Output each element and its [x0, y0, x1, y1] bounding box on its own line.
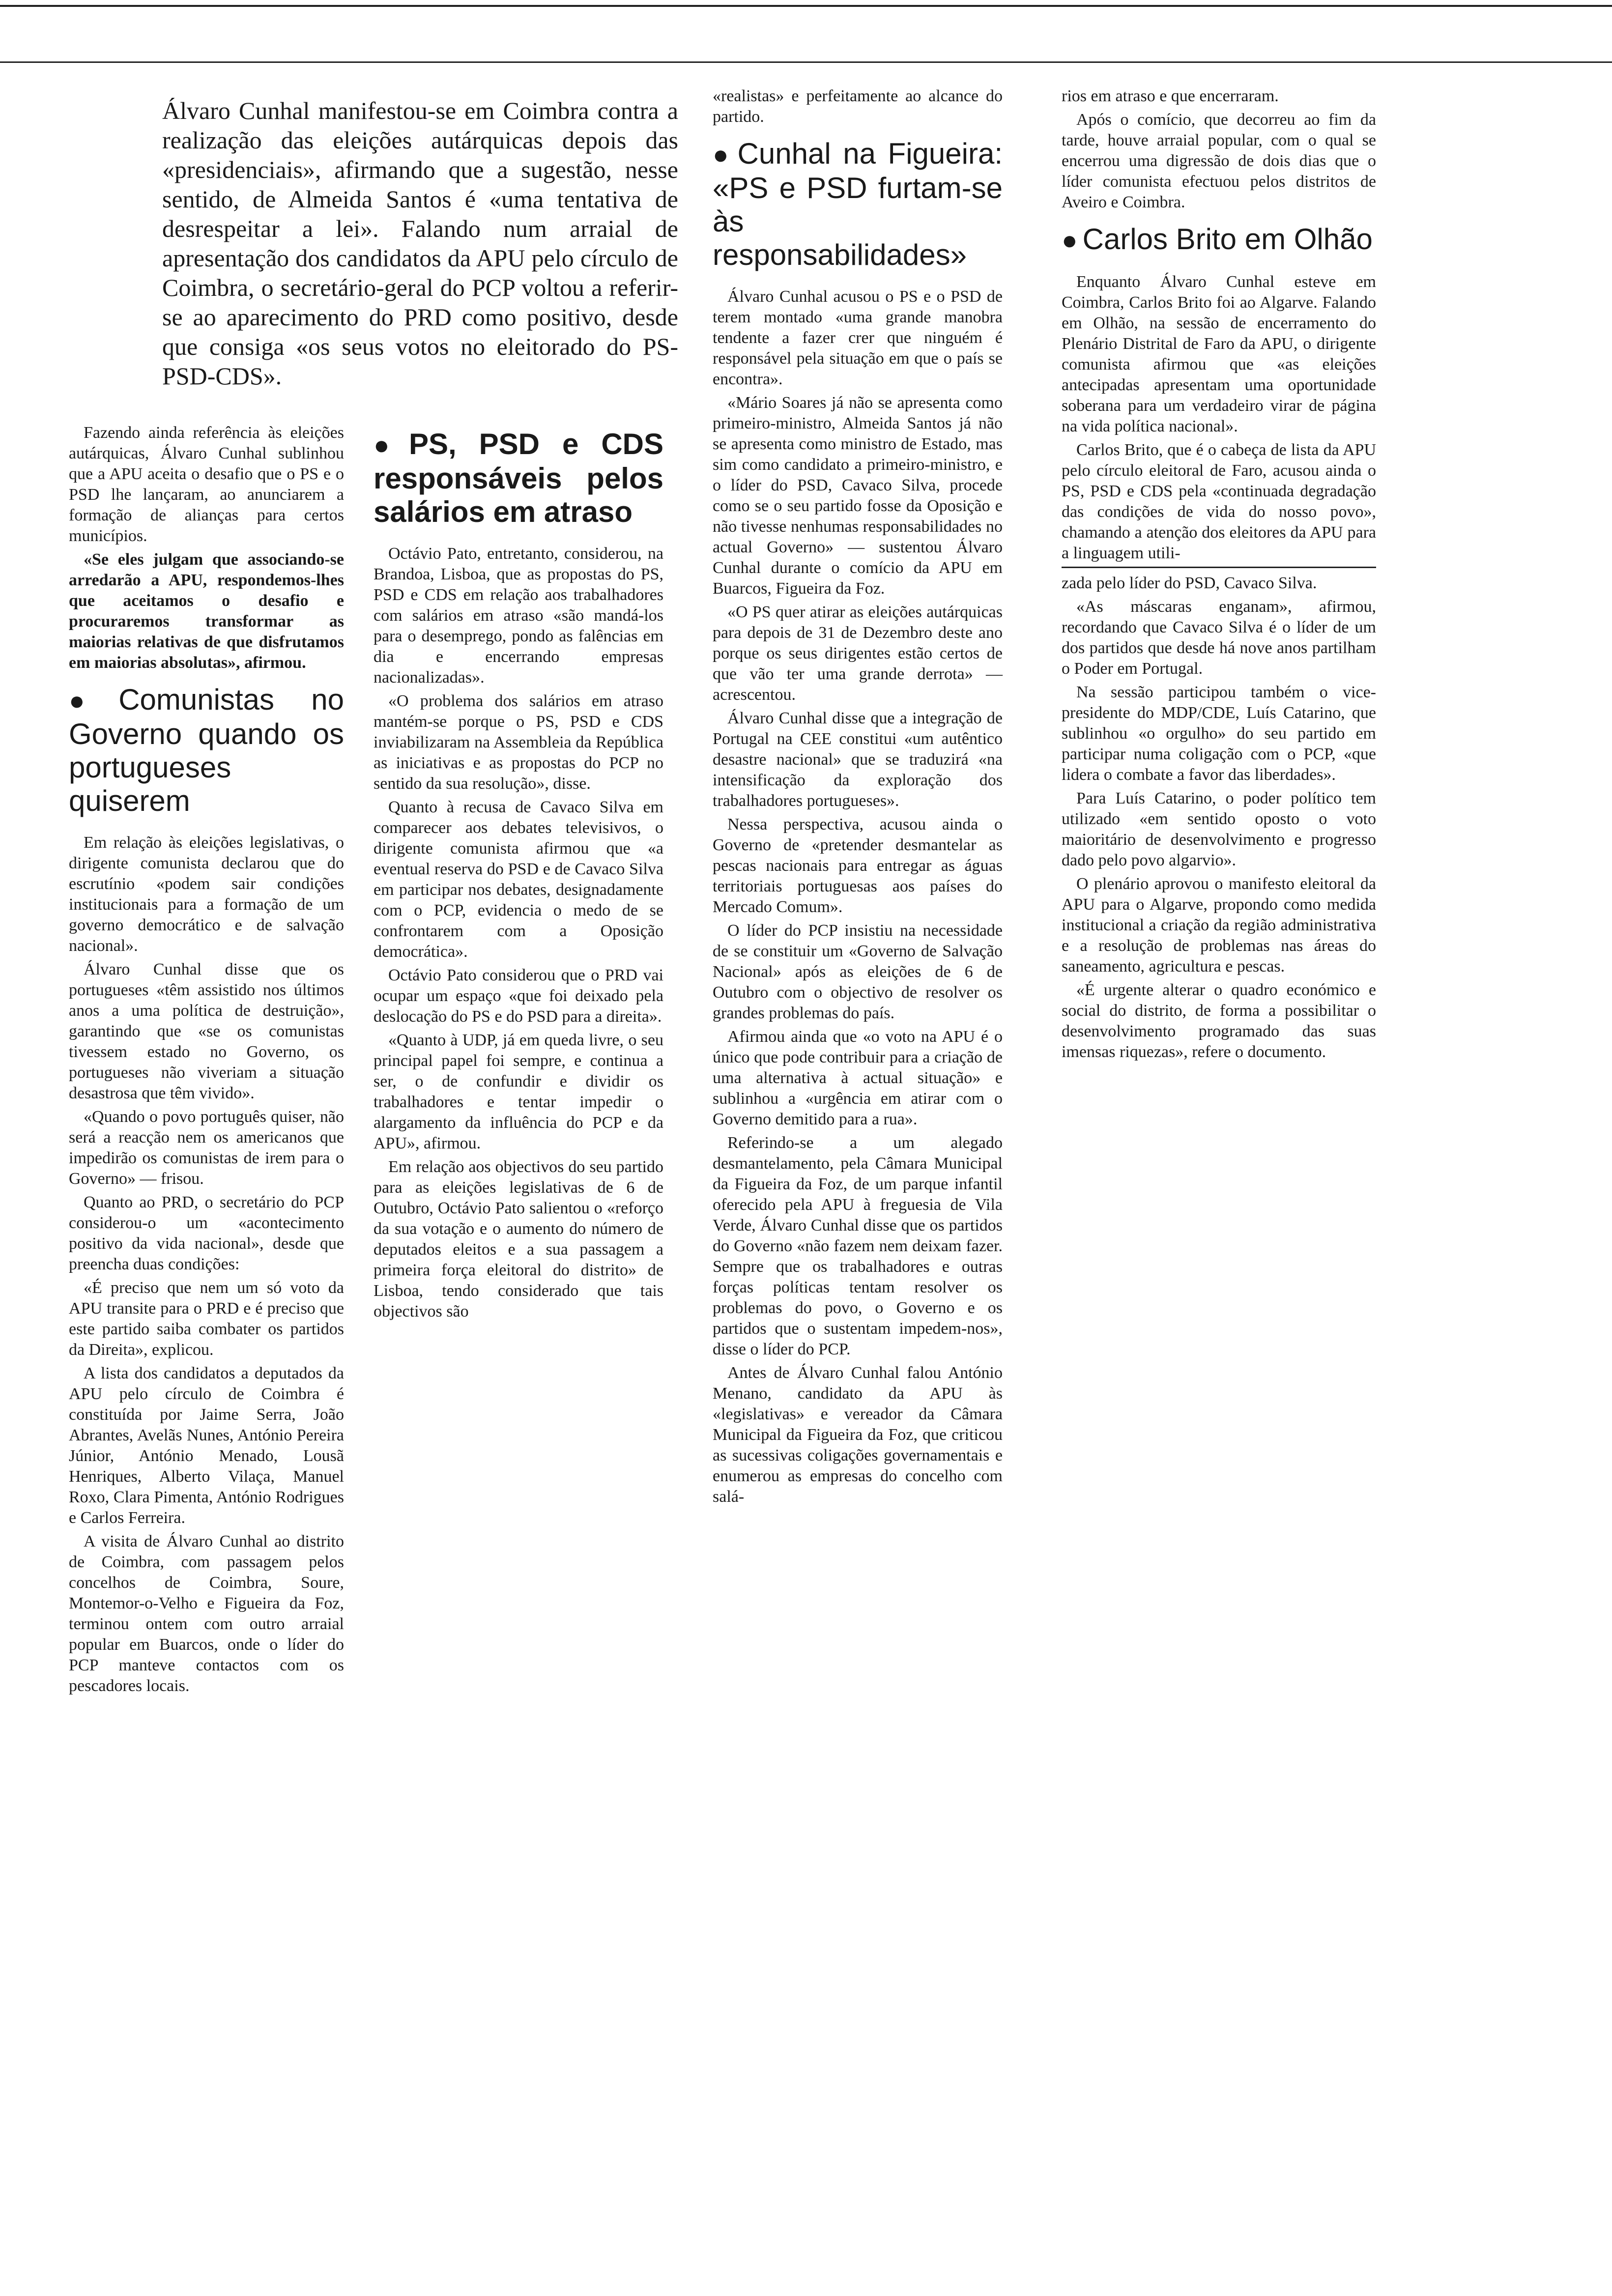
header-rule: [0, 61, 1612, 63]
paragraph: «realistas» e perfeitamente ao alcance do partido.: [713, 87, 1003, 126]
paragraph: «É urgente alterar o quadro económico e social do distrito, de forma a possibilitar o desenvolvimento programado das suas imensas riquezas», refere o documento.: [1062, 981, 1376, 1061]
column-1: [69, 423, 344, 1699]
paragraph: Enquanto Álvaro Cunhal esteve em Coimbra, Carlos Brito foi ao Algarve. Falando em Olhão, na sessão de encerramento do Plenário Distrital de Faro da APU, o dirigente comunista afirmou que «as eleições antecipadas apresentam uma oportunidade soberana para um verdadeiro virar de página na vida política nacional».: [1062, 273, 1376, 435]
paragraph: Octávio Pato, entretanto, considerou, na Brandoa, Lisboa, que as propostas do PS, PSD e CDS em relação aos trabalhadores com salários em atraso «são mandá-los para o desemprego, pondo as falências em dia e encerrando empresas nacionalizadas».: [374, 545, 663, 687]
paragraph: «O problema dos salários em atraso mantém-se porque o PS, PSD e CDS inviabilizaram na Assembleia da República as iniciativas e as propostas do PCP no sentido da sua resolução», disse.: [374, 692, 663, 793]
column-3: [713, 86, 1003, 1510]
paragraph: «É preciso que nem um só voto da APU transite para o PRD e é preciso que este partido saiba combater os partidos da Direita», explicou.: [69, 1279, 344, 1359]
paragraph: Quanto ao PRD, o secretário do PCP considerou-o um «acontecimento positivo da vida nacional», desde que preencha duas condições:: [69, 1193, 344, 1273]
paragraph: Álvaro Cunhal disse que a integração de Portugal na CEE constitui «um autêntico desastre nacional» que se traduzirá «na intensificação da exploração dos trabalhadores portugueses».: [713, 709, 1003, 810]
paragraph: «Quanto à UDP, já em queda livre, o seu principal papel foi sempre, e continua a ser, o de confundir e dividir os trabalhadores e tentar impedir o alargamento da influência do PCP e da APU», afirmou.: [374, 1031, 663, 1152]
paragraph: O plenário aprovou o manifesto eleitoral da APU para o Algarve, propondo como medida institucional a criação da região administrativa e a resolução de problemas nas áreas do saneamento, agricultura e pescas.: [1062, 875, 1376, 976]
bullet-icon: ●: [1062, 226, 1078, 255]
section-heading: ● Comunistas no Governo quando os portugueses quiserem: [69, 683, 344, 817]
paragraph: «O PS quer atirar as eleições autárquicas para depois de 31 de Dezembro deste ano porque os seus dirigentes estão certos de que vão ter uma grande derrota» — acrescentou.: [713, 603, 1003, 704]
paragraph: A visita de Álvaro Cunhal ao distrito de Coimbra, com passagem pelos concelhos de Coimbra, Soure, Montemor-o-Velho e Figueira da Foz, terminou ontem com outro arraial popular em Buarcos, onde o líder do PCP manteve contactos com os pescadores locais.: [69, 1532, 344, 1695]
paragraph: Em relação às eleições legislativas, o dirigente comunista declarou que do escrutínio «podem sair condições institucionais para a formação de um governo democrático e de salvação nacional».: [69, 833, 344, 955]
paragraph: Para Luís Catarino, o poder político tem utilizado «em sentido oposto o voto maioritário de desenvolvimento e progresso dado pelo povo algarvio».: [1062, 789, 1376, 869]
section-heading: ● PS, PSD e CDS responsáveis pelos salários em atraso: [374, 428, 663, 528]
paragraph: Quanto à recusa de Cavaco Silva em comparecer aos debates televisivos, o dirigente comunista afirmou que «a eventual reserva do PSD e de Cavaco Silva em participar nos debates, designadamente com o PCP, evidencia o medo de se confrontarem com a Oposição democrática».: [374, 798, 663, 961]
paragraph: zada pelo líder do PSD, Cavaco Silva.: [1062, 574, 1317, 592]
paragraph: A lista dos candidatos a deputados da APU pelo círculo de Coimbra é constituída por Jaime Serra, João Abrantes, Avelãs Nunes, António Pereira Júnior, António Menado, Lousã Henriques, Alberto Vilaça, Manuel Roxo, Clara Pimenta, António Rodrigues e Carlos Ferreira.: [69, 1364, 344, 1527]
paragraph: O líder do PCP insistiu na necessidade de se constituir um «Governo de Salvação Nacional» após as eleições de 6 de Outubro com o objectivo de resolver os grandes problemas do país.: [713, 921, 1003, 1022]
paragraph: Em relação aos objectivos do seu partido para as eleições legislativas de 6 de Outubro, Octávio Pato salientou o «reforço da sua votação e o aumento do número de deputados eleitos e a sua passagem a primeira força eleitoral do distrito» de Lisboa, tendo considerado que tais objectivos são: [374, 1158, 663, 1320]
paragraph: Álvaro Cunhal acusou o PS e o PSD de terem montado «uma grande manobra tendente a fazer crer que ninguém é responsável pela situação em que o país se encontra».: [713, 287, 1003, 388]
paragraph: Octávio Pato considerou que o PRD vai ocupar um espaço «que foi deixado pela deslocação do PS e do PSD para a direita».: [374, 966, 663, 1026]
section-heading: ● Cunhal na Figueira: «PS e PSD furtam-se às responsabilidades»: [713, 137, 1003, 271]
paragraph: Fazendo ainda referência às eleições autárquicas, Álvaro Cunhal sublinhou que a APU aceita o desafio que o PS e o PSD lhe lançaram, ao anunciarem a formação de alianças para certos municípios.: [69, 424, 344, 545]
paragraph: rios em atraso e que encerraram.: [1062, 87, 1279, 105]
paragraph: Referindo-se a um alegado desmantelamento, pela Câmara Municipal da Figueira da Foz, de um parque infantil oferecido pela APU à freguesia de Vila Verde, Álvaro Cunhal disse que os partidos do Governo «não fazem nem deixam fazer. Sempre que os trabalhadores e outras forças políticas tentam resolver os problemas do povo, o Governo e os partidos que o sustentam impedem-nos», disse o líder do PCP.: [713, 1134, 1003, 1358]
paragraph: Antes de Álvaro Cunhal falou António Menano, candidato da APU às «legislativas» e vereador da Câmara Municipal da Figueira da Foz, que criticou as sucessivas coligações governamentais e enumerou as empresas do concelho com salá-: [713, 1364, 1003, 1506]
paragraph: Após o comício, que decorreu ao fim da tarde, houve arraial popular, com o qual se encerrou uma digressão de dois dias que o líder comunista efectuou pelos distritos de Aveiro e Coimbra.: [1062, 111, 1376, 211]
paragraph: Afirmou ainda que «o voto na APU é o único que pode contribuir para a criação de uma alternativa à actual situação» e sublinhou a «urgência em atirar com o Governo demitido para a rua».: [713, 1028, 1003, 1128]
bullet-icon: ●: [713, 140, 733, 170]
paragraph: Na sessão participou também o vice-presidente do MDP/CDE, Luís Catarino, que sublinhou «o orgulho» do seu partido em participar numa coligação com o PCP, «que lidera o combate a favor das liberdades».: [1062, 683, 1376, 784]
paragraph: Álvaro Cunhal disse que os portugueses «têm assistido nos últimos anos a uma política de destruição», garantindo que «se os comunistas tivessem estado no Governo, os portugueses não viveriam a situação desastrosa que têm vivido».: [69, 960, 344, 1102]
bullet-icon: ●: [69, 686, 114, 716]
paragraph: Nessa perspectiva, acusou ainda o Governo de «pretender desmantelar as pescas nacionais para entregar as águas territoriais portuguesas aos países do Mercado Comum».: [713, 815, 1003, 916]
column-2: [374, 428, 663, 1325]
column-4: [1062, 86, 1376, 1065]
top-rule: [0, 5, 1612, 7]
paragraph: «Quando o povo português quiser, não será a reacção nem os americanos que impedirão os comunistas de irem para o Governo» — frisou.: [69, 1108, 344, 1188]
paragraph: «As máscaras enganam», afirmou, recordando que Cavaco Silva é o líder de um dos partidos que desde há nove anos partilham o Poder em Portugal.: [1062, 598, 1376, 678]
column-divider: [1062, 567, 1376, 568]
paragraph: «Mário Soares já não se apresenta como primeiro-ministro, Almeida Santos já não se apresenta como ministro de Estado, mas sim como candidato a primeiro-ministro, e o líder do PSD, Cavaco Silva, procede como se o seu partido fosse da Oposição e não tivesse nenhumas responsabilidades no actual Governo» — sustentou Álvaro Cunhal durante o comício da APU em Buarcos, Figueira da Foz.: [713, 394, 1003, 598]
lead-paragraph: Álvaro Cunhal manifestou-se em Coimbra contra a realização das eleições autárquicas depois das «presidenciais», afirmando que a sugestão, nesse sentido, de Almeida Santos é «uma tentativa de desrespeitar a lei». Falando num arraial de apresentação dos candidatos da APU pelo círculo de Coimbra, o secretário-geral do PCP voltou a referir-se ao aparecimento do PRD como positivo, desde que consiga «os seus votos no eleitorado do PS-PSD-CDS».: [162, 97, 678, 390]
paragraph: Carlos Brito, que é o cabeça de lista da APU pelo círculo eleitoral de Faro, acusou ainda o PS, PSD e CDS pela «continuada degradação das condições de vida do nosso povo», chamando a atenção dos eleitores da APU para a linguagem utili-: [1062, 441, 1376, 562]
section-heading: ● Carlos Brito em Olhão: [1062, 223, 1373, 256]
bullet-icon: ●: [374, 430, 404, 460]
paragraph: «Se eles julgam que associando-se arredarão a APU, respondemos-lhes que aceitamos o desafio e procuraremos transformar as maiorias relativas de que disfrutamos em maiorias absolutas», afirmou.: [69, 550, 344, 672]
